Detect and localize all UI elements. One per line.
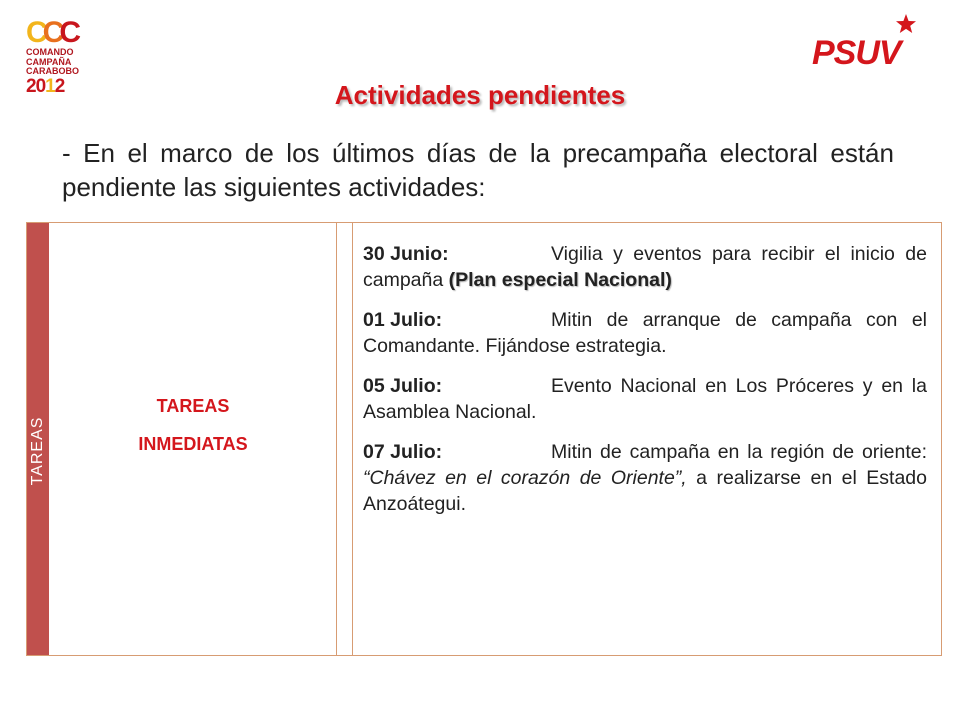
activity-text: Vigilia y eventos para recibir el inicio de campaña bbox=[363, 243, 927, 291]
activity-text: Evento Nacional en Los Próceres y en la Asamblea Nacional. bbox=[363, 375, 927, 423]
ccc-line-2: CAMPAÑA bbox=[26, 56, 72, 67]
category-line-2: INMEDIATAS bbox=[138, 434, 248, 454]
activity-highlight: (Plan especial Nacional) bbox=[448, 269, 672, 291]
psuv-wordmark: PSUV bbox=[812, 34, 901, 72]
ccc-line-3: CARABOBO bbox=[26, 66, 79, 76]
activity-date: 07 Julio: bbox=[363, 441, 443, 463]
activity-date: 05 Julio: bbox=[363, 375, 443, 397]
page-title: Actividades pendientes bbox=[334, 80, 626, 110]
spacer-cell bbox=[337, 223, 353, 655]
ccc-letters bbox=[26, 18, 86, 48]
activity-item bbox=[363, 373, 927, 425]
intro-bullet: - bbox=[62, 138, 71, 168]
side-tab-label: TAREAS bbox=[29, 416, 46, 486]
star-icon bbox=[896, 14, 916, 34]
ccc-year-c: 2 bbox=[54, 75, 65, 97]
ccc-letter-1: C bbox=[26, 16, 43, 49]
intro-text: En el marco de los últimos días de la precampaña electoral están pendiente las siguientes actividades: bbox=[62, 138, 894, 202]
ccc-line-1: COMANDO bbox=[26, 47, 74, 57]
activity-text-after: a realizarse en el Estado Anzoátegui. bbox=[363, 467, 927, 515]
activity-item bbox=[363, 307, 927, 359]
activity-text: Mitin de arranque de campaña con el Comandante. Fijándose estrategia. bbox=[363, 309, 927, 357]
category-label bbox=[49, 387, 337, 463]
intro-paragraph bbox=[62, 136, 894, 204]
psuv-logo bbox=[812, 14, 942, 74]
ccc-year-b: 1 bbox=[45, 75, 55, 97]
ccc-letter-3: C bbox=[59, 16, 77, 49]
tasks-table bbox=[26, 222, 942, 656]
side-tab bbox=[27, 223, 49, 655]
activities-list bbox=[363, 241, 927, 531]
ccc-letter-2: C bbox=[42, 16, 60, 49]
category-line-1: TAREAS bbox=[156, 396, 230, 416]
activity-slogan: “Chávez en el corazón de Oriente”, bbox=[363, 467, 687, 489]
activity-item bbox=[363, 241, 927, 293]
activity-item bbox=[363, 439, 927, 517]
activity-date: 01 Julio: bbox=[363, 309, 443, 331]
ccc-year-a: 20 bbox=[26, 75, 46, 97]
category-cell bbox=[49, 223, 337, 655]
activity-date: 30 Junio: bbox=[363, 243, 449, 265]
activity-text: Mitin de campaña en la región de oriente: bbox=[551, 441, 927, 463]
